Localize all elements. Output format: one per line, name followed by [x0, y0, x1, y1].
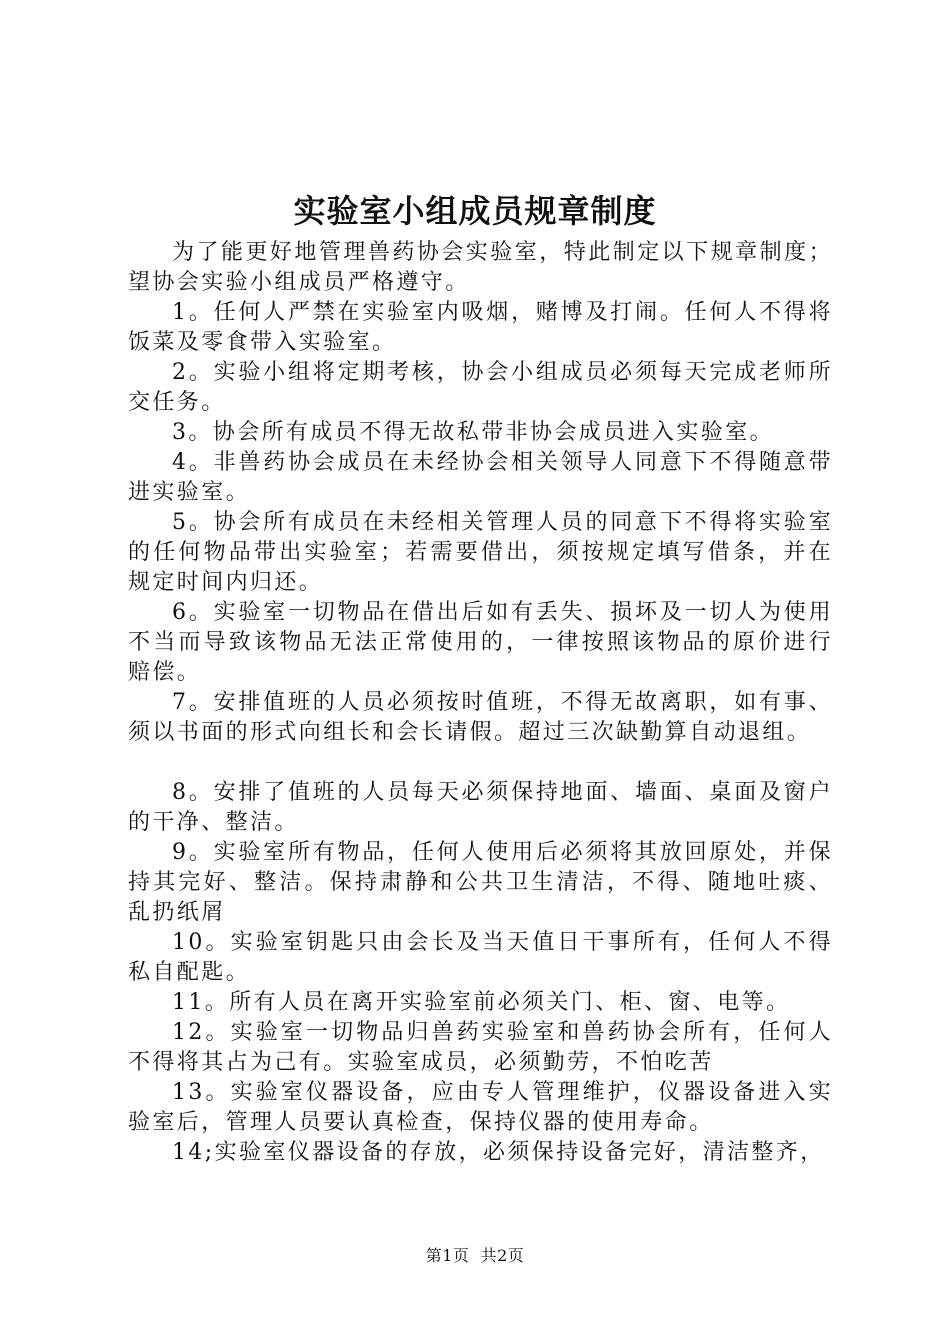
page-number-label: 第1页 共2页 — [425, 1246, 525, 1265]
rule-5-paragraph: 5。协会所有成员在未经相关管理人员的同意下不得将实验室的任何物品带出实验室；若需要借出，须按规定填写借条，并在规定时间内归还。 — [128, 510, 833, 595]
rule-12-paragraph: 12。实验室一切物品归兽药实验室和兽药协会所有，任何人不得将其占为己有。实验室成员，必须勤劳，不怕吃苦 — [128, 1020, 833, 1075]
rule-8-paragraph: 8。安排了值班的人员每天必须保持地面、墙面、桌面及窗户的干净、整洁。 — [128, 780, 833, 835]
rule-6-paragraph: 6。实验室一切物品在借出后如有丢失、损坏及一切人为使用不当而导致该物品无法正常使用的，一律按照该物品的原价进行赔偿。 — [128, 600, 833, 685]
page-footer — [0, 1243, 950, 1266]
document-title: 实验室小组成员规章制度 — [293, 192, 657, 230]
rule-3-paragraph: 3。协会所有成员不得无故私带非协会成员进入实验室。 — [172, 420, 774, 445]
rule-9-paragraph: 9。实验室所有物品，任何人使用后必须将其放回原处，并保持其完好、整洁。保持肃静和公共卫生清洁，不得、随地吐痰、乱扔纸屑 — [128, 840, 833, 925]
rule-7-paragraph: 7。安排值班的人员必须按时值班，不得无故离职，如有事、须以书面的形式向组长和会长请假。超过三次缺勤算自动退组。 — [128, 690, 833, 745]
rule-13-paragraph: 13。实验室仪器设备，应由专人管理维护，仪器设备进入实验室后，管理人员要认真检查，保持仪器的使用寿命。 — [128, 1080, 833, 1135]
rule-4-paragraph: 4。非兽药协会成员在未经协会相关领导人同意下不得随意带进实验室。 — [128, 450, 833, 505]
rule-1-paragraph: 1。任何人严禁在实验室内吸烟，赌博及打闹。任何人不得将饭菜及零食带入实验室。 — [128, 300, 833, 355]
rule-2-paragraph: 2。实验小组将定期考核，协会小组成员必须每天完成老师所交任务。 — [128, 360, 833, 415]
rule-11-paragraph: 11。所有人员在离开实验室前必须关门、柜、窗、电等。 — [172, 990, 791, 1015]
rule-14-paragraph: 14;实验室仪器设备的存放，必须保持设备完好，清洁整齐， — [172, 1140, 825, 1165]
rule-10-paragraph: 10。实验室钥匙只由会长及当天值日干事所有，任何人不得私自配匙。 — [128, 930, 833, 985]
document-body — [128, 238, 833, 1168]
intro-paragraph: 为了能更好地管理兽药协会实验室，特此制定以下规章制度；望协会实验小组成员严格遵守。 — [128, 240, 833, 295]
